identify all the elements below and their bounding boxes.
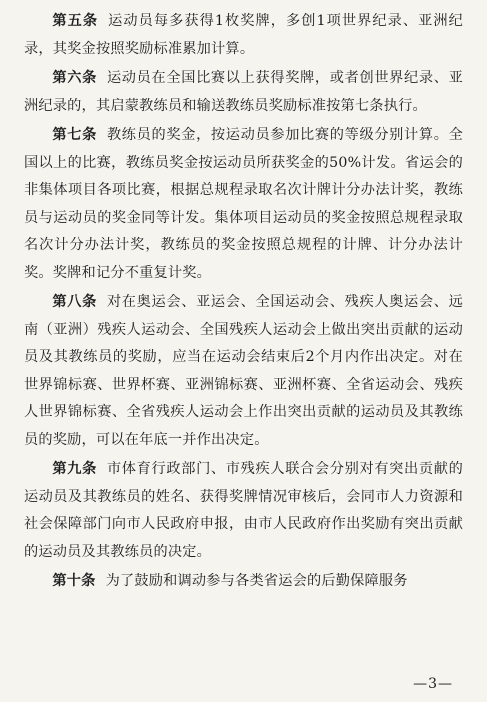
article-6 <box>24 65 463 120</box>
article-text: 运动员每多获得1枚奖牌，多创1项世界纪录、亚洲纪录，其奖金按照奖励标准累加计算。 <box>24 13 463 57</box>
article-text: 教练员的奖金，按运动员参加比赛的等级分别计算。全国以上的比赛，教练员奖金按运动员所获奖金的50%计发。省运会的非集体项目各项比赛，根据总规程录取名次计牌计分办法计奖，教练员与运动员的奖金同等计发。集体项目运动员的奖金按照总规程录取名次计分办法计奖，教练员的奖金按照总规程的计牌、计分办法计奖。奖牌和记分不重复计奖。 <box>24 127 463 281</box>
article-label: 第九条 <box>52 461 97 477</box>
article-label: 第七条 <box>52 127 97 143</box>
article-label: 第十条 <box>52 573 96 589</box>
article-text: 市体育行政部门、市残疾人联合会分别对有突出贡献的运动员及其教练员的姓名、获得奖牌情况审核后，会同市人力资源和社会保障部门向市人民政府申报，由市人民政府作出奖励有突出贡献的运动员及其教练员的决定。 <box>24 461 463 560</box>
article-5 <box>24 8 463 63</box>
article-7 <box>24 122 463 287</box>
article-text: 对在奥运会、亚运会、全国运动会、残疾人奥运会、远南（亚洲）残疾人运动会、全国残疾人运动会上做出突出贡献的运动员及其教练员的奖励，应当在运动会结束后2个月内作出决定。对在世界锦标赛、世界杯赛、亚洲锦标赛、亚洲杯赛、全省运动会、残疾人世界锦标赛、全省残疾人运动会上作出突出贡献的运动员及其教练员的奖励，可以在年底一并作出决定。 <box>24 294 463 448</box>
article-label: 第六条 <box>52 70 97 86</box>
article-text: 为了鼓励和调动参与各类省运会的后勤保障服务 <box>105 573 408 589</box>
article-text: 运动员在全国比赛以上获得奖牌，或者创世界纪录、亚洲纪录的，其启蒙教练员和输送教练员奖励标准按第七条执行。 <box>24 70 463 114</box>
article-label: 第五条 <box>52 13 99 29</box>
article-9 <box>24 456 463 566</box>
page-number: —3— <box>413 676 453 692</box>
article-label: 第八条 <box>52 294 97 310</box>
article-10 <box>24 568 463 596</box>
article-8 <box>24 289 463 454</box>
